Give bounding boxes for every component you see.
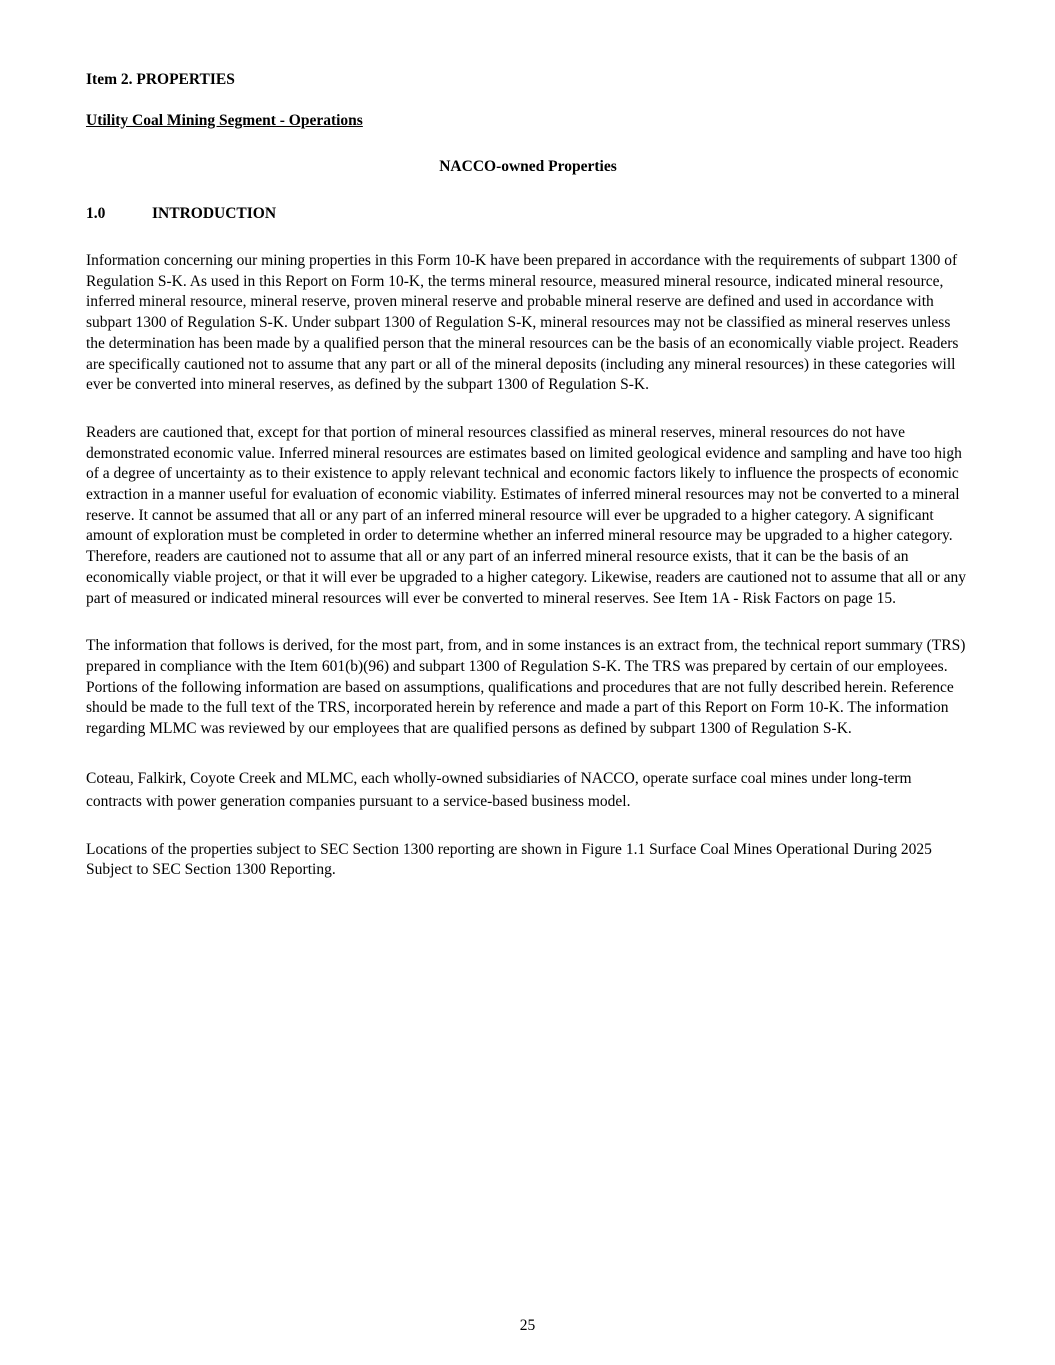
document-page	[86, 70, 970, 881]
paragraph-intro: Information concerning our mining properties in this Form 10-K have been prepared in accordance with the requirements of subpart 1300 of Regulation S-K. As used in this Report on Form 10-K, the terms mineral resource, measured mineral resource, indicated mineral resource, inferred mineral resource, mineral reserve, proven mineral reserve and probable mineral reserve are defined and used in accordance with subpart 1300 of Regulation S-K. Under subpart 1300 of Regulation S-K, mineral resources may not be classified as mineral reserves unless the determination has been made by a qualified person that the mineral resources can be the basis of an economically viable project. Readers are specifically cautioned not to assume that any part or all of the mineral deposits (including any mineral resources) in these categories will ever be converted into mineral reserves, as defined by the subpart 1300 of Regulation S-K.	[86, 252, 959, 394]
paragraph-caution: Readers are cautioned that, except for that portion of mineral resources classified as mineral reserves, mineral resources do not have demonstrated economic value. Inferred mineral resources are estimates based on limited geological evidence and sampling and have too high of a degree of uncertainty as to their existence to apply relevant technical and economic factors likely to influence the prospects of economic extraction in a manner useful for evaluation of economic viability. Estimates of inferred mineral resources may not be converted to a mineral reserve. It cannot be assumed that all or any part of an inferred mineral resource will ever be upgraded to a higher category. A significant amount of exploration must be completed in order to determine whether an inferred mineral resource may be upgraded to a higher category. Therefore, readers are cautioned not to assume that all or any part of an inferred mineral resource exists, that it can be the basis of an economically viable project, or that it will ever be upgraded to a higher category. Likewise, readers are cautioned not to assume that all or any part of measured or indicated mineral resources will ever be converted to mineral reserves. See Item 1A - Risk Factors on page 15.	[86, 423, 967, 607]
paragraph-locations: Locations of the properties subject to SEC Section 1300 reporting are shown in Figure 1.1 Surface Coal Mines Operational During 2025 Subject to SEC Section 1300 Reporting.	[86, 840, 932, 879]
section-title: INTRODUCTION	[152, 205, 277, 222]
properties-heading: NACCO-owned Properties	[439, 158, 617, 175]
section-heading	[86, 204, 970, 224]
section-number: 1.0	[86, 205, 106, 222]
page-number: 25	[519, 1317, 536, 1334]
paragraph-trs: The information that follows is derived, for the most part, from, and in some instances is an extract from, the technical report summary (TRS) prepared in compliance with the Item 601(b)(96) and subpart 1300 of Regulation S-K. The TRS was prepared by certain of our employees. Portions of the following information are based on assumptions, qualifications and procedures that are not fully described herein. Reference should be made to the full text of the TRS, incorporated herein by reference and made a part of this Report on Form 10-K. The information regarding MLMC was reviewed by our employees that are qualified persons as defined by subpart 1300 of Regulation S-K.	[86, 637, 966, 738]
item-heading: Item 2. PROPERTIES	[86, 71, 235, 88]
paragraph-subsidiaries: Coteau, Falkirk, Coyote Creek and MLMC, each wholly-owned subsidiaries of NACCO, operate surface coal mines under long-term contracts with power generation companies pursuant to a service-based business model.	[86, 769, 912, 810]
segment-heading: Utility Coal Mining Segment - Operations	[86, 112, 363, 129]
